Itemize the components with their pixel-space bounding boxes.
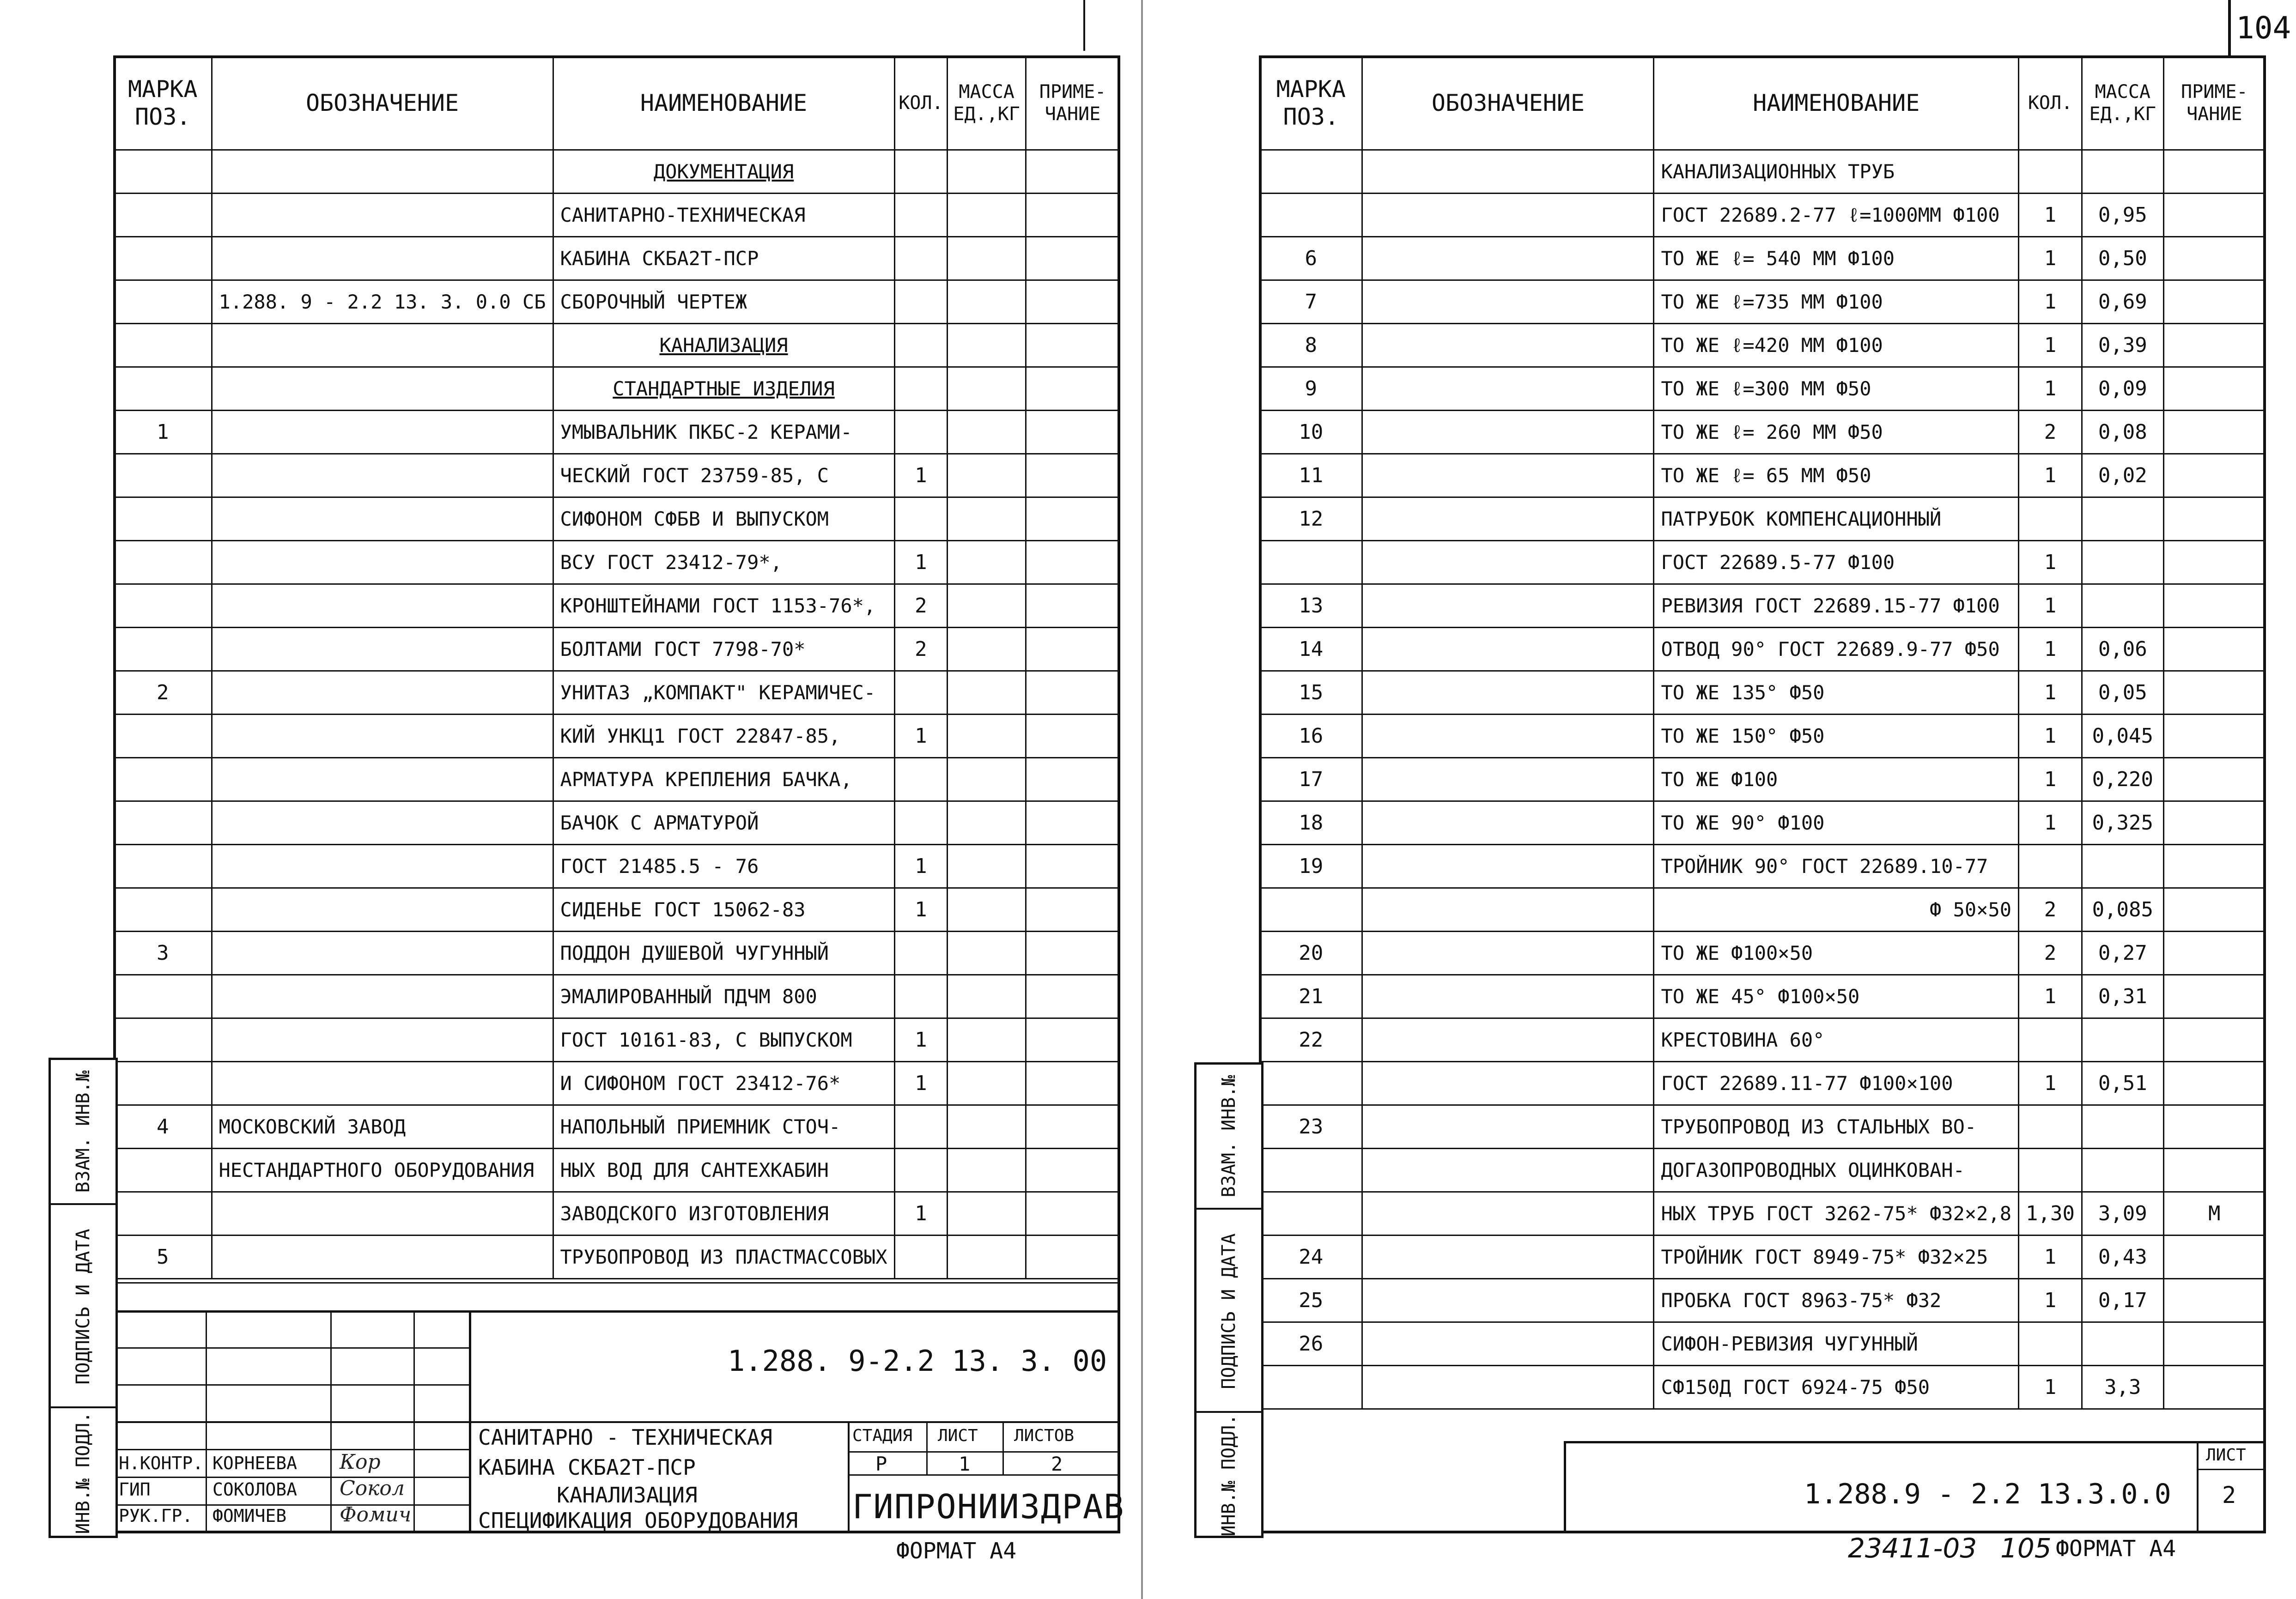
header-note: ПРИМЕ-ЧАНИЕ bbox=[2163, 56, 2265, 150]
fold-line bbox=[1141, 0, 1143, 1599]
stamp-cell-vzam bbox=[51, 1060, 115, 1203]
margin-stamp-2 bbox=[1194, 1062, 1263, 1538]
cell-mark: 8 bbox=[1260, 324, 1362, 367]
cell-name: СИФОНОМ СФБВ И ВЫПУСКОМ bbox=[553, 497, 894, 541]
cell-designation: МОСКОВСКИЙ ЗАВОД bbox=[212, 1105, 553, 1149]
stamp-cell-podpis bbox=[51, 1203, 115, 1408]
role-2: ГИП bbox=[119, 1479, 151, 1500]
stage-label: СТАДИЯ bbox=[852, 1426, 913, 1445]
cell-mark: 10 bbox=[1260, 411, 1362, 454]
cell-name: ТО ЖЕ ℓ=420 ММ Ф100 bbox=[1654, 324, 2019, 367]
section-heading: КАНАЛИЗАЦИЯ bbox=[659, 333, 788, 357]
cell-qty: 2 bbox=[894, 628, 948, 671]
cell-qty: 2 bbox=[2019, 888, 2082, 932]
cell-qty: 2 bbox=[894, 584, 948, 628]
signature-2: Сокол bbox=[340, 1477, 405, 1500]
cell-mass: 0,085 bbox=[2082, 888, 2164, 932]
cell-mark: 15 bbox=[1260, 671, 1362, 715]
cell-name: ЧЕСКИЙ ГОСТ 23759-85, С bbox=[553, 454, 894, 497]
name-2: СОКОЛОВА bbox=[213, 1479, 298, 1500]
cell-mark: 19 bbox=[1260, 845, 1362, 888]
cell-name: САНИТАРНО-ТЕХНИЧЕСКАЯ bbox=[553, 194, 894, 237]
header-name: НАИМЕНОВАНИЕ bbox=[1654, 56, 2019, 150]
header-mark: МАРКА ПОЗ. bbox=[1260, 56, 1362, 150]
cell-mark: 12 bbox=[1260, 497, 1362, 541]
title-line-2: КАБИНА СКБА2Т-ПСР bbox=[478, 1455, 696, 1480]
inventory-number: 23411-03 bbox=[1848, 1532, 1977, 1564]
signature-3: Фомич bbox=[340, 1503, 412, 1526]
cell-name: И СИФОНОМ ГОСТ 23412-76* bbox=[553, 1062, 894, 1105]
cell-qty: 1 bbox=[2019, 715, 2082, 758]
cell-name: ТО ЖЕ Ф100×50 bbox=[1654, 932, 2019, 975]
stamp-vzam-inv: ВЗАМ. ИНВ.№ bbox=[1218, 1075, 1239, 1198]
cell-name: СИФОН-РЕВИЗИЯ ЧУГУННЫЙ bbox=[1654, 1322, 2019, 1366]
header-mass: МАССА ЕД.,КГ bbox=[948, 56, 1026, 150]
cell-name: БОЛТАМИ ГОСТ 7798-70* bbox=[553, 628, 894, 671]
cell-mark: 26 bbox=[1260, 1322, 1362, 1366]
cell-mark: 23 bbox=[1260, 1105, 1362, 1149]
stamp-inv-podl: ИНВ.№ ПОДЛ. bbox=[1218, 1414, 1239, 1537]
cell-qty: 1 bbox=[2019, 1236, 2082, 1279]
format-label-2: ФОРМАТ А4 bbox=[2056, 1536, 2176, 1562]
cell-qty: 1 bbox=[894, 541, 948, 584]
cell-qty: 1 bbox=[2019, 1366, 2082, 1409]
header-name: НАИМЕНОВАНИЕ bbox=[553, 56, 894, 150]
sheet-value: 2 bbox=[2222, 1482, 2236, 1508]
cell-name: ТО ЖЕ 135° Ф50 bbox=[1654, 671, 2019, 715]
header-note: ПРИМЕ-ЧАНИЕ bbox=[1026, 56, 1120, 150]
spec-sheet-2 bbox=[1259, 55, 2266, 1533]
cell-qty: 1 bbox=[894, 454, 948, 497]
cell-name: НЫХ ВОД ДЛЯ САНТЕХКАБИН bbox=[553, 1149, 894, 1192]
cell-name: НАПОЛЬНЫЙ ПРИЕМНИК СТОЧ- bbox=[553, 1105, 894, 1149]
page-number-frame bbox=[2228, 0, 2231, 55]
cell-mark: 13 bbox=[1260, 584, 1362, 628]
stage-value: Р bbox=[875, 1453, 887, 1475]
stamp-podpis-data: ПОДПИСЬ И ДАТА bbox=[73, 1229, 94, 1385]
cell-qty: 1 bbox=[2019, 541, 2082, 584]
stamp-cell-podpis bbox=[1197, 1208, 1261, 1413]
cell-name: НЫХ ТРУБ ГОСТ 3262-75* Ф32×2,8 bbox=[1654, 1192, 2019, 1236]
cell-name: ТРОЙНИК 90° ГОСТ 22689.10-77 bbox=[1654, 845, 2019, 888]
cell-mark: 21 bbox=[1260, 975, 1362, 1018]
page-number: 104 bbox=[2236, 10, 2291, 46]
cell-qty: 2 bbox=[2019, 932, 2082, 975]
sheet-value: 1 bbox=[959, 1453, 971, 1475]
cell-name: ТО ЖЕ 90° Ф100 bbox=[1654, 801, 2019, 845]
cell-designation: НЕСТАНДАРТНОГО ОБОРУДОВАНИЯ bbox=[212, 1149, 553, 1192]
name-3: ФОМИЧЕВ bbox=[213, 1506, 287, 1526]
cell-mass: 0,50 bbox=[2082, 237, 2164, 280]
cell-qty: 1,30 bbox=[2019, 1192, 2082, 1236]
spec-sheet-1 bbox=[113, 55, 1125, 1533]
cell-mark: 20 bbox=[1260, 932, 1362, 975]
title-line-3: КАНАЛИЗАЦИЯ bbox=[557, 1483, 698, 1508]
cell-mass: 0,045 bbox=[2082, 715, 2164, 758]
cell-mass: 0,09 bbox=[2082, 367, 2164, 411]
cell-name: ДОГАЗОПРОВОДНЫХ ОЦИНКОВАН- bbox=[1654, 1149, 2019, 1192]
cell-qty: 1 bbox=[2019, 367, 2082, 411]
cell-name: КРОНШТЕЙНАМИ ГОСТ 1153-76*, bbox=[553, 584, 894, 628]
margin-stamp-1 bbox=[49, 1058, 118, 1538]
cell-mass: 0,02 bbox=[2082, 454, 2164, 497]
sheet-label: ЛИСТ bbox=[938, 1426, 978, 1445]
cell-mass: 3,09 bbox=[2082, 1192, 2164, 1236]
cell-name: РЕВИЗИЯ ГОСТ 22689.15-77 Ф100 bbox=[1654, 584, 2019, 628]
cell-mass: 0,220 bbox=[2082, 758, 2164, 801]
role-3: РУК.ГР. bbox=[119, 1506, 193, 1526]
title-line-4: СПЕЦИФИКАЦИЯ ОБОРУДОВАНИЯ bbox=[478, 1508, 798, 1533]
stamp-podpis-data: ПОДПИСЬ И ДАТА bbox=[1218, 1233, 1239, 1389]
cell-name: ТО ЖЕ ℓ=300 ММ Ф50 bbox=[1654, 367, 2019, 411]
cell-qty: 1 bbox=[2019, 454, 2082, 497]
doc-code: 1.288.9 - 2.2 13.3.0.0 bbox=[1804, 1478, 2171, 1510]
stamp-vzam-inv: ВЗАМ. ИНВ.№ bbox=[73, 1070, 94, 1193]
cell-name: ТО ЖЕ Ф100 bbox=[1654, 758, 2019, 801]
cell-mark: 5 bbox=[114, 1236, 212, 1279]
cell-name: ТРОЙНИК ГОСТ 8949-75* Ф32×25 bbox=[1654, 1236, 2019, 1279]
cell-mass: 0,51 bbox=[2082, 1062, 2164, 1105]
cell-name: ТРУБОПРОВОД ИЗ СТАЛЬНЫХ ВО- bbox=[1654, 1105, 2019, 1149]
cell-mass: 0,69 bbox=[2082, 280, 2164, 324]
cell-qty: 1 bbox=[2019, 628, 2082, 671]
cell-mass: 0,17 bbox=[2082, 1279, 2164, 1322]
cell-name: ПОДДОН ДУШЕВОЙ ЧУГУННЫЙ bbox=[553, 932, 894, 975]
cell-name: ТО ЖЕ ℓ= 65 ММ Ф50 bbox=[1654, 454, 2019, 497]
cell-mass: 0,325 bbox=[2082, 801, 2164, 845]
title-line-1: САНИТАРНО - ТЕХНИЧЕСКАЯ bbox=[478, 1425, 772, 1450]
sheets-value: 2 bbox=[1051, 1453, 1063, 1475]
cell-mass: 0,31 bbox=[2082, 975, 2164, 1018]
cell-name: ГОСТ 22689.2-77 ℓ=1000ММ Ф100 bbox=[1654, 194, 2019, 237]
cell-mark: 14 bbox=[1260, 628, 1362, 671]
header-designation: ОБОЗНАЧЕНИЕ bbox=[212, 56, 553, 150]
cell-mark: 18 bbox=[1260, 801, 1362, 845]
format-label-1: ФОРМАТ А4 bbox=[896, 1538, 1017, 1564]
cell-name: СФ150Д ГОСТ 6924-75 Ф50 bbox=[1654, 1366, 2019, 1409]
cell-mass: 0,95 bbox=[2082, 194, 2164, 237]
cell-mass: 0,27 bbox=[2082, 932, 2164, 975]
cell-name: ПРОБКА ГОСТ 8963-75* Ф32 bbox=[1654, 1279, 2019, 1322]
cell-name: КРЕСТОВИНА 60° bbox=[1654, 1018, 2019, 1062]
sheet-label: ЛИСТ bbox=[2206, 1446, 2246, 1465]
cell-mark: 24 bbox=[1260, 1236, 1362, 1279]
cell-mark: 9 bbox=[1260, 367, 1362, 411]
cell-mass: 0,08 bbox=[2082, 411, 2164, 454]
cell-qty: 1 bbox=[2019, 237, 2082, 280]
cell-name: ЗАВОДСКОГО ИЗГОТОВЛЕНИЯ bbox=[553, 1192, 894, 1236]
cell-mark: 11 bbox=[1260, 454, 1362, 497]
cell-name: ВСУ ГОСТ 23412-79*, bbox=[553, 541, 894, 584]
cell-name: ТО ЖЕ 45° Ф100×50 bbox=[1654, 975, 2019, 1018]
header-mark: МАРКА ПОЗ. bbox=[114, 56, 212, 150]
sheets-label: ЛИСТОВ bbox=[1014, 1426, 1075, 1445]
role-1: Н.КОНТР. bbox=[119, 1453, 204, 1473]
header-qty: КОЛ. bbox=[2019, 56, 2082, 150]
cell-mark: 16 bbox=[1260, 715, 1362, 758]
header-qty: КОЛ. bbox=[894, 56, 948, 150]
cell-mass: 0,43 bbox=[2082, 1236, 2164, 1279]
cell-qty: 1 bbox=[2019, 1062, 2082, 1105]
cell-mass: 0,39 bbox=[2082, 324, 2164, 367]
section-heading: ДОКУМЕНТАЦИЯ bbox=[653, 160, 794, 183]
cell-qty: 1 bbox=[894, 1192, 948, 1236]
cell-name: ГОСТ 22689.5-77 Ф100 bbox=[1654, 541, 2019, 584]
cell-mark: 4 bbox=[114, 1105, 212, 1149]
cell-name: ТО ЖЕ ℓ= 260 ММ Ф50 bbox=[1654, 411, 2019, 454]
cell-mass: 3,3 bbox=[2082, 1366, 2164, 1409]
signature-1: Кор bbox=[340, 1450, 381, 1474]
header-mass: МАССА ЕД.,КГ bbox=[2082, 56, 2164, 150]
cell-qty: 1 bbox=[894, 1018, 948, 1062]
cell-name: КАБИНА СКБА2Т-ПСР bbox=[553, 237, 894, 280]
cell-mass: 0,06 bbox=[2082, 628, 2164, 671]
cell-name: ГОСТ 21485.5 - 76 bbox=[553, 845, 894, 888]
stamp-cell-vzam bbox=[1197, 1065, 1261, 1208]
cell-name: УМЫВАЛЬНИК ПКБС-2 КЕРАМИ- bbox=[553, 411, 894, 454]
stamp-cell-inv bbox=[51, 1406, 115, 1538]
sheet-1-frame bbox=[113, 55, 1120, 1533]
cell-name: ГОСТ 10161-83, С ВЫПУСКОМ bbox=[553, 1018, 894, 1062]
footer-page: 105 bbox=[2000, 1532, 2052, 1564]
stamp-cell-inv bbox=[1197, 1411, 1261, 1538]
cell-qty: 1 bbox=[894, 715, 948, 758]
cell-qty: 1 bbox=[894, 845, 948, 888]
cell-mark: 17 bbox=[1260, 758, 1362, 801]
cell-name: СИДЕНЬЕ ГОСТ 15062-83 bbox=[553, 888, 894, 932]
binding-mark-left bbox=[1083, 0, 1085, 51]
cell-name: ГОСТ 22689.11-77 Ф100×100 bbox=[1654, 1062, 2019, 1105]
cell-mark: 25 bbox=[1260, 1279, 1362, 1322]
sheet-2-frame bbox=[1259, 55, 2266, 1533]
cell-name: КИЙ УНКЦ1 ГОСТ 22847-85, bbox=[553, 715, 894, 758]
cell-qty: 1 bbox=[2019, 280, 2082, 324]
cell-note: М bbox=[2163, 1192, 2265, 1236]
cell-mass: 0,05 bbox=[2082, 671, 2164, 715]
header-designation: ОБОЗНАЧЕНИЕ bbox=[1362, 56, 1654, 150]
cell-name: ТО ЖЕ ℓ= 540 ММ Ф100 bbox=[1654, 237, 2019, 280]
cell-designation: 1.288. 9 - 2.2 13. 3. 0.0 СБ bbox=[212, 280, 553, 324]
cell-mark: 7 bbox=[1260, 280, 1362, 324]
cell-qty: 2 bbox=[2019, 411, 2082, 454]
cell-name: ОТВОД 90° ГОСТ 22689.9-77 Ф50 bbox=[1654, 628, 2019, 671]
cell-mark: 1 bbox=[114, 411, 212, 454]
cell-mark: 22 bbox=[1260, 1018, 1362, 1062]
cell-name: СБОРОЧНЫЙ ЧЕРТЕЖ bbox=[553, 280, 894, 324]
cell-name: ТО ЖЕ 150° Ф50 bbox=[1654, 715, 2019, 758]
cell-qty: 1 bbox=[2019, 324, 2082, 367]
cell-qty: 1 bbox=[2019, 671, 2082, 715]
cell-qty: 1 bbox=[894, 1062, 948, 1105]
cell-name: БАЧОК С АРМАТУРОЙ bbox=[553, 801, 894, 845]
cell-qty: 1 bbox=[2019, 975, 2082, 1018]
cell-qty: 1 bbox=[2019, 194, 2082, 237]
cell-mark: 2 bbox=[114, 671, 212, 715]
cell-name: АРМАТУРА КРЕПЛЕНИЯ БАЧКА, bbox=[553, 758, 894, 801]
cell-name: УНИТАЗ „КОМПАКТ" КЕРАМИЧЕС- bbox=[553, 671, 894, 715]
cell-name: ЭМАЛИРОВАННЫЙ ПДЧМ 800 bbox=[553, 975, 894, 1018]
cell-qty: 1 bbox=[2019, 1279, 2082, 1322]
cell-name: КАНАЛИЗАЦИОННЫХ ТРУБ bbox=[1654, 150, 2019, 194]
cell-name: ПАТРУБОК КОМПЕНСАЦИОННЫЙ bbox=[1654, 497, 2019, 541]
stamp-inv-podl: ИНВ.№ ПОДЛ. bbox=[73, 1411, 94, 1534]
name-1: КОРНЕЕВА bbox=[213, 1453, 298, 1473]
cell-qty: 1 bbox=[894, 888, 948, 932]
cell-qty: 1 bbox=[2019, 584, 2082, 628]
cell-mark: 6 bbox=[1260, 237, 1362, 280]
cell-name: ТО ЖЕ ℓ=735 ММ Ф100 bbox=[1654, 280, 2019, 324]
cell-qty: 1 bbox=[2019, 801, 2082, 845]
doc-code: 1.288. 9-2.2 13. 3. 00 bbox=[728, 1344, 1107, 1378]
cell-qty: 1 bbox=[2019, 758, 2082, 801]
section-heading: СТАНДАРТНЫЕ ИЗДЕЛИЯ bbox=[613, 377, 835, 400]
cell-name: ТРУБОПРОВОД ИЗ ПЛАСТМАССОВЫХ bbox=[553, 1236, 894, 1279]
organization: ГИПРОНИИЗДРАВ bbox=[852, 1487, 1125, 1526]
cell-name: Ф 50×50 bbox=[1654, 888, 2019, 932]
cell-mark: 3 bbox=[114, 932, 212, 975]
